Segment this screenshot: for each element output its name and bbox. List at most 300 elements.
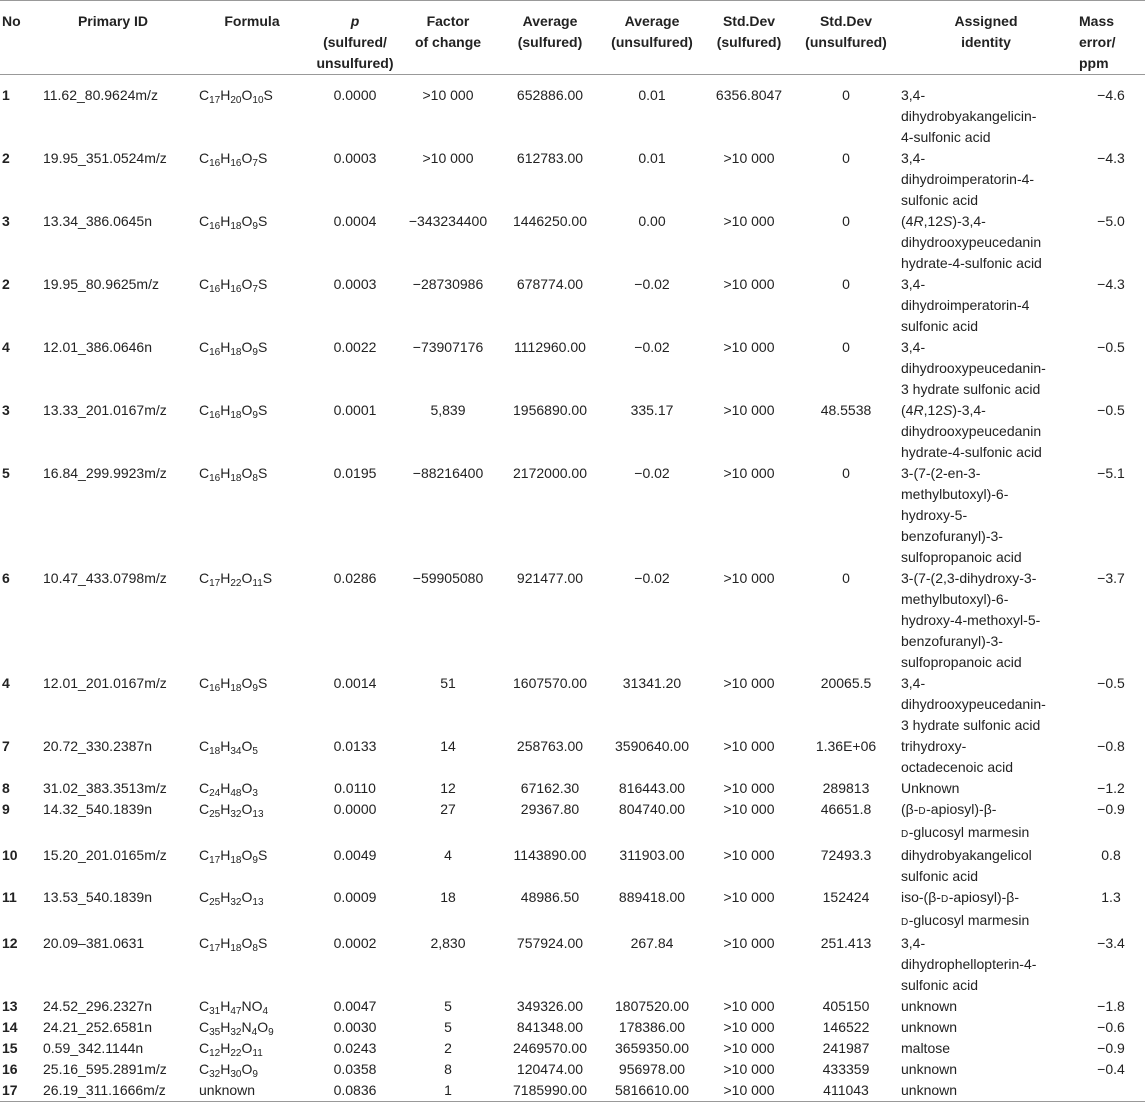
assigned-identity — [895, 778, 1077, 799]
formula-element: H — [220, 738, 231, 754]
stddev-unsulfured: 241987 — [822, 1040, 870, 1056]
column-header-line: Mass — [1079, 13, 1115, 29]
identity-line: iso-(β-D-apiosyl)-β- — [901, 889, 1019, 905]
formula-subscript: 22 — [230, 1048, 242, 1059]
mass-error: −0.9 — [1097, 1040, 1125, 1056]
stddev-unsulfured: 20065.5 — [820, 675, 872, 691]
average-sulfured: 1607570.00 — [513, 675, 587, 691]
column-header-line: Average — [522, 13, 578, 29]
formula-element: H — [220, 402, 231, 418]
primary-id: 25.16_595.2891m/z — [43, 1061, 167, 1077]
stddev-unsulfured: 0 — [842, 465, 850, 481]
assigned-identity — [895, 463, 1077, 568]
formula-element: S — [257, 339, 268, 355]
factor-of-change: 5 — [444, 998, 452, 1014]
mass-error: −0.9 — [1097, 801, 1125, 817]
factor-of-change: >10 000 — [422, 87, 474, 103]
stddev-unsulfured: 0 — [842, 150, 850, 166]
mass-error: 0.8 — [1101, 847, 1121, 863]
identity-line: benzofuranyl)-3- — [901, 633, 1003, 649]
factor-of-change: 5,839 — [430, 402, 466, 418]
primary-id: 26.19_311.1666m/z — [33, 1080, 193, 1102]
average-unsulfured: −0.02 — [634, 339, 670, 355]
identity-line: dihydrooxypeucedanin — [901, 234, 1042, 250]
formula-element: C — [199, 1061, 210, 1077]
formula-subscript: 9 — [252, 221, 258, 232]
stddev-sulfured: >10 000 — [723, 402, 775, 418]
p-value: 0.0110 — [334, 780, 376, 796]
stddev-unsulfured: 0 — [842, 570, 850, 586]
formula-subscript: 7 — [252, 284, 258, 295]
average-unsulfured: 816443.00 — [618, 780, 686, 796]
formula-subscript: 9 — [252, 1069, 258, 1080]
formula-element: S — [262, 570, 273, 586]
formula-subscript: 17 — [209, 855, 221, 866]
mass-error: −1.2 — [1097, 780, 1125, 796]
primary-id: 0.59_342.1144n — [43, 1040, 144, 1056]
table-row — [0, 799, 1145, 845]
formula-element: H — [220, 847, 231, 863]
column-header-line: of change — [414, 34, 482, 50]
table-row — [0, 1038, 1145, 1059]
formula-element: H — [220, 1061, 231, 1077]
average-sulfured: 841348.00 — [516, 1019, 584, 1035]
p-value: 0.0002 — [333, 935, 377, 951]
formula-element: C — [199, 738, 210, 754]
identity-line: dihydrooxypeucedanin- — [901, 360, 1046, 376]
formula-element: unknown — [199, 1082, 256, 1098]
identity-line: dihydrooxypeucedanin- — [901, 696, 1046, 712]
identity-line: D-glucosyl marmesin — [901, 824, 1030, 840]
formula-subscript: 16 — [209, 158, 221, 169]
formula-subscript: 18 — [230, 473, 242, 484]
formula-element: O — [241, 402, 253, 418]
stddev-unsulfured: 1.36E+06 — [815, 738, 877, 754]
table-row — [0, 75, 1145, 149]
formula-subscript: 18 — [230, 410, 242, 421]
stddev-unsulfured: 48.5538 — [820, 402, 872, 418]
stddev-sulfured: >10 000 — [723, 1061, 775, 1077]
formula — [193, 799, 311, 845]
formula-subscript: 13 — [252, 809, 264, 820]
average-sulfured: 1112960.00 — [514, 339, 586, 355]
assigned-identity — [895, 673, 1077, 736]
column-header-ident — [895, 1, 1077, 75]
formula — [193, 845, 311, 887]
stddev-sulfured: 6356.8047 — [715, 87, 783, 103]
formula-element: S — [263, 87, 273, 103]
row-number: 6 — [2, 570, 10, 586]
p-value: 0.0049 — [333, 847, 377, 863]
table-row — [0, 148, 1145, 211]
formula — [193, 400, 311, 463]
formula-element: O — [241, 465, 253, 481]
formula-subscript: 16 — [209, 683, 221, 694]
stddev-unsulfured: 72493.3 — [820, 847, 872, 863]
primary-id: 19.95_351.0524m/z — [43, 150, 167, 166]
formula-element: O — [241, 150, 253, 166]
formula-element: S — [257, 402, 268, 418]
formula-subscript: 9 — [252, 855, 258, 866]
formula-subscript: 18 — [230, 943, 242, 954]
formula-subscript: 22 — [230, 578, 242, 589]
row-number: 5 — [2, 465, 10, 481]
row-number: 11 — [2, 889, 17, 905]
identity-line: sulfonic acid — [901, 868, 979, 884]
identity-line: unknown — [901, 1082, 958, 1098]
row-number: 10 — [2, 847, 18, 863]
p-value: 0.0243 — [333, 1040, 377, 1056]
column-header-line: p — [350, 13, 360, 29]
stddev-sulfured: >10 000 — [723, 847, 775, 863]
formula-subscript: 30 — [230, 1069, 242, 1080]
column-header-factor — [399, 1, 497, 75]
average-unsulfured: 1807520.00 — [615, 998, 689, 1014]
formula-subscript: 4 — [262, 1006, 269, 1017]
identity-line: (4R,12S)-3,4- — [901, 402, 986, 418]
column-header-line: Std.Dev — [722, 13, 776, 29]
average-sulfured: 67162.30 — [520, 780, 580, 796]
table-row — [0, 211, 1145, 274]
assigned-identity — [895, 799, 1077, 845]
primary-id: 12.01_201.0167m/z — [43, 675, 167, 691]
header-row — [0, 1, 1145, 75]
formula-subscript: 18 — [230, 347, 242, 358]
formula — [193, 274, 311, 337]
factor-of-change: −73907176 — [412, 339, 484, 355]
factor-of-change: 2 — [444, 1040, 452, 1056]
identity-line: dihydrobyakangelicol — [901, 847, 1032, 863]
formula-element: C — [199, 570, 210, 586]
row-number: 13 — [2, 998, 18, 1014]
stddev-unsulfured: 0 — [842, 276, 850, 292]
formula-element: H — [220, 570, 231, 586]
column-header-sd_u — [797, 1, 895, 75]
formula-element: H — [220, 801, 231, 817]
formula-subscript: 20 — [230, 95, 242, 106]
row-number: 4 — [2, 339, 10, 355]
average-sulfured: 678774.00 — [516, 276, 584, 292]
mass-error: −0.5 — [1097, 402, 1125, 418]
factor-of-change: −28730986 — [412, 276, 484, 292]
p-value: 0.0000 — [333, 87, 377, 103]
identity-line: (4R,12S)-3,4- — [901, 213, 986, 229]
primary-id: 24.21_252.6581n — [43, 1019, 152, 1035]
column-header-line: unsulfured) — [316, 55, 394, 71]
formula-subscript: 11 — [252, 578, 263, 589]
formula-element: O — [241, 339, 253, 355]
formula-element: O — [241, 889, 253, 905]
identity-line: unknown — [901, 998, 958, 1014]
row-number: 8 — [2, 780, 10, 796]
assigned-identity — [895, 736, 1077, 778]
identity-line: hydroxy-4-methoxyl-5- — [901, 612, 1041, 628]
formula-subscript: 17 — [209, 943, 221, 954]
p-value: 0.0004 — [333, 213, 377, 229]
average-sulfured: 612783.00 — [516, 150, 584, 166]
formula-element: H — [220, 935, 231, 951]
average-unsulfured: −0.02 — [634, 570, 670, 586]
row-number: 3 — [2, 402, 10, 418]
assigned-identity — [895, 933, 1077, 996]
identity-line: D-glucosyl marmesin — [901, 912, 1030, 928]
formula-element: C — [199, 213, 210, 229]
formula-element: C — [199, 1040, 210, 1056]
primary-id: 10.47_433.0798m/z — [43, 570, 167, 586]
identity-line: dihydroimperatorin-4 — [901, 297, 1030, 313]
stddev-sulfured: >10 000 — [723, 150, 775, 166]
primary-id: 13.53_540.1839n — [43, 889, 152, 905]
primary-id: 13.34_386.0645n — [43, 213, 152, 229]
primary-id: 12.01_386.0646n — [43, 339, 152, 355]
stddev-unsulfured: 146522 — [822, 1019, 870, 1035]
row-number: 7 — [2, 738, 10, 754]
mass-error: 1.3 — [1101, 889, 1121, 905]
column-header-line: Assigned — [954, 13, 1018, 29]
formula-element: C — [199, 998, 210, 1014]
formula-element: C — [199, 1019, 210, 1035]
mass-error: −4.6 — [1097, 87, 1125, 103]
factor-of-change: 27 — [440, 801, 456, 817]
mass-error: −4.3 — [1097, 276, 1125, 292]
formula-element: H — [220, 465, 231, 481]
column-header-line: (sulfured/ — [323, 34, 387, 50]
formula — [193, 996, 311, 1017]
formula-element: O — [241, 935, 253, 951]
identity-line: 3,4- — [901, 935, 926, 951]
identity-line: trihydroxy- — [901, 738, 967, 754]
primary-id: 31.02_383.3513m/z — [43, 780, 167, 796]
formula-element: H — [220, 998, 231, 1014]
primary-id: 24.52_296.2327n — [43, 998, 152, 1014]
average-unsulfured: 267.84 — [630, 935, 674, 951]
identity-line: sulfopropanoic acid — [901, 654, 1022, 670]
primary-id: 20.09–381.0631 — [43, 935, 145, 951]
column-header-line: Primary ID — [77, 13, 149, 29]
formula — [193, 463, 311, 568]
p-value: 0.0001 — [333, 402, 377, 418]
stddev-unsulfured: 46651.8 — [820, 801, 872, 817]
average-unsulfured: 0.01 — [638, 150, 666, 166]
formula — [193, 933, 311, 996]
p-value: 0.0030 — [333, 1019, 377, 1035]
formula-element: H — [220, 150, 231, 166]
factor-of-change: 1 — [399, 1080, 497, 1102]
formula-subscript: 17 — [209, 95, 221, 106]
assigned-identity — [895, 1038, 1077, 1059]
identity-line: dihydroimperatorin-4- — [901, 171, 1035, 187]
formula-element: C — [199, 402, 210, 418]
average-sulfured: 349326.00 — [516, 998, 584, 1014]
table-row — [0, 337, 1145, 400]
factor-of-change: 4 — [444, 847, 452, 863]
table-row — [0, 845, 1145, 887]
stddev-sulfured: >10 000 — [723, 780, 775, 796]
factor-of-change: −59905080 — [412, 570, 484, 586]
average-sulfured: 921477.00 — [516, 570, 584, 586]
table-row — [0, 1017, 1145, 1038]
formula-subscript: 9 — [252, 347, 258, 358]
column-header-line: (sulfured) — [716, 34, 782, 50]
formula-element: H — [220, 1019, 231, 1035]
formula-element: O — [241, 675, 253, 691]
formula-subscript: 4 — [251, 1027, 258, 1038]
formula-subscript: 9 — [268, 1027, 274, 1038]
formula-subscript: 13 — [252, 897, 264, 908]
stddev-sulfured: >10 000 — [723, 276, 775, 292]
formula-subscript: 10 — [252, 95, 264, 106]
column-header-line: Factor — [426, 13, 470, 29]
formula-element: O — [241, 276, 253, 292]
formula-element: C — [199, 847, 210, 863]
mass-error: −5.1 — [1097, 465, 1125, 481]
formula-subscript: 25 — [209, 809, 221, 820]
average-sulfured: 652886.00 — [516, 87, 584, 103]
average-sulfured: 1446250.00 — [513, 213, 587, 229]
formula — [193, 887, 311, 933]
formula-element: H — [220, 780, 231, 796]
column-header-avg_u — [603, 1, 701, 75]
stddev-sulfured: >10 000 — [723, 570, 775, 586]
formula-element: H — [220, 675, 231, 691]
average-unsulfured: 956978.00 — [618, 1061, 686, 1077]
formula-subscript: 25 — [209, 897, 221, 908]
table-row — [0, 568, 1145, 673]
column-header-line: (unsulfured) — [805, 34, 887, 50]
formula — [193, 1080, 311, 1102]
row-number: 17 — [0, 1080, 33, 1102]
formula-element: C — [199, 675, 210, 691]
identity-line: dihydrooxypeucedanin — [901, 423, 1042, 439]
formula-element: C — [199, 276, 210, 292]
stddev-sulfured: >10 000 — [723, 801, 775, 817]
stddev-sulfured: >10 000 — [723, 738, 775, 754]
assigned-identity — [895, 568, 1077, 673]
identity-line: Unknown — [901, 780, 960, 796]
formula-subscript: 16 — [209, 221, 221, 232]
identity-line: sulfonic acid — [901, 318, 979, 334]
table-header — [0, 1, 1145, 75]
mass-error: −0.5 — [1097, 339, 1125, 355]
formula-subscript: 8 — [252, 473, 258, 484]
average-sulfured: 1143890.00 — [513, 847, 587, 863]
formula — [193, 736, 311, 778]
identity-line: (β-D-apiosyl)-β- — [901, 801, 997, 817]
formula-element: S — [257, 847, 268, 863]
identity-line: sulfopropanoic acid — [901, 549, 1022, 565]
formula-element: H — [220, 87, 231, 103]
mass-error: −0.4 — [1097, 1061, 1125, 1077]
mass-error: −0.5 — [1097, 675, 1125, 691]
formula-subscript: 16 — [230, 158, 242, 169]
assigned-identity — [895, 211, 1077, 274]
average-unsulfured: −0.02 — [634, 465, 670, 481]
formula-element: O — [241, 780, 253, 796]
table-row — [0, 673, 1145, 736]
identity-line: 3,4- — [901, 150, 926, 166]
formula-subscript: 48 — [230, 788, 242, 799]
average-sulfured: 2172000.00 — [513, 465, 587, 481]
assigned-identity — [895, 1080, 1077, 1102]
formula-subscript: 7 — [252, 158, 258, 169]
formula — [193, 673, 311, 736]
column-header-line: Formula — [224, 13, 280, 29]
row-number: 2 — [2, 276, 10, 292]
stddev-unsulfured: 289813 — [822, 780, 870, 796]
stddev-sulfured: >10 000 — [723, 675, 775, 691]
column-header-line: (sulfured) — [517, 34, 583, 50]
identity-line: 3,4- — [901, 276, 926, 292]
identity-line: dihydrophellopterin-4- — [901, 956, 1037, 972]
primary-id: 20.72_330.2387n — [43, 738, 152, 754]
average-sulfured: 7185990.00 — [497, 1080, 603, 1102]
p-value: 0.0286 — [333, 570, 377, 586]
formula — [193, 337, 311, 400]
assigned-identity — [895, 1059, 1077, 1080]
column-header-line: Std.Dev — [819, 13, 873, 29]
mass-error: −0.6 — [1097, 1019, 1125, 1035]
average-unsulfured: 311903.00 — [619, 847, 685, 863]
formula-element: H — [220, 339, 231, 355]
identity-line: benzofuranyl)-3- — [901, 528, 1003, 544]
formula — [193, 568, 311, 673]
formula — [193, 1017, 311, 1038]
identity-line: 4-sulfonic acid — [901, 129, 991, 145]
formula-subscript: 16 — [209, 347, 221, 358]
formula-subscript: 31 — [209, 1006, 221, 1017]
average-unsulfured: 335.17 — [630, 402, 674, 418]
stddev-unsulfured: 0 — [842, 339, 850, 355]
identity-line: 3 hydrate sulfonic acid — [901, 717, 1041, 733]
average-sulfured: 1956890.00 — [513, 402, 587, 418]
primary-id: 15.20_201.0165m/z — [43, 847, 167, 863]
stddev-unsulfured: 0 — [842, 213, 850, 229]
formula-subscript: 5 — [252, 746, 258, 757]
formula-subscript: 16 — [230, 284, 242, 295]
primary-id: 14.32_540.1839n — [43, 801, 152, 817]
column-header-p — [311, 1, 399, 75]
formula-element: S — [257, 675, 268, 691]
average-sulfured: 757924.00 — [516, 935, 584, 951]
average-unsulfured: −0.02 — [634, 276, 670, 292]
formula-element: O — [257, 1019, 269, 1035]
table-body — [0, 75, 1145, 1102]
assigned-identity — [895, 274, 1077, 337]
column-header-avg_s — [497, 1, 603, 75]
formula — [193, 778, 311, 799]
formula-subscript: 35 — [209, 1027, 221, 1038]
formula-subscript: 9 — [252, 410, 258, 421]
identity-line: unknown — [901, 1019, 958, 1035]
stddev-sulfured: >10 000 — [723, 339, 775, 355]
formula-element: C — [199, 801, 210, 817]
formula-subscript: 32 — [230, 1027, 242, 1038]
formula-element: O — [241, 1040, 253, 1056]
formula-element: C — [199, 87, 210, 103]
factor-of-change: 18 — [440, 889, 456, 905]
mass-error: −5.0 — [1097, 213, 1125, 229]
formula — [193, 1059, 311, 1080]
identity-line: 3 hydrate sulfonic acid — [901, 381, 1041, 397]
p-value: 0.0014 — [333, 675, 377, 691]
assigned-identity — [895, 1017, 1077, 1038]
stddev-unsulfured: 0 — [842, 87, 850, 103]
table-row — [0, 274, 1145, 337]
formula-subscript: 3 — [252, 788, 258, 799]
identity-line: hydroxy-5- — [901, 507, 968, 523]
formula-element: H — [220, 276, 231, 292]
identity-line: 3,4- — [901, 675, 926, 691]
